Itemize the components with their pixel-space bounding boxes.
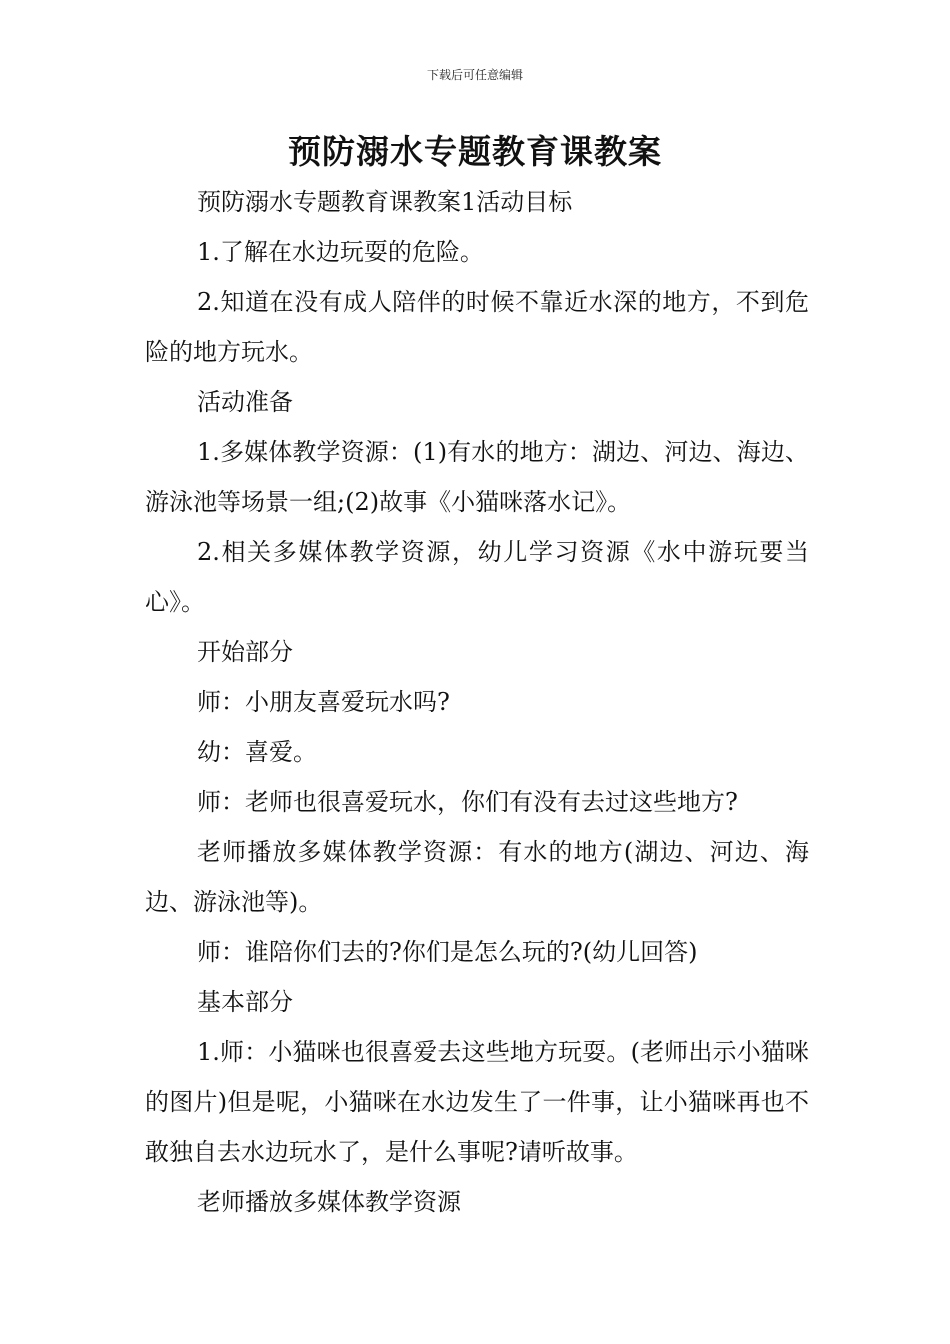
document-body bbox=[145, 177, 809, 1227]
paragraph-media-2: 老师播放多媒体教学资源 bbox=[197, 1188, 461, 1216]
dialogue-line: 师：老师也很喜爱玩水，你们有没有去过这些地方? bbox=[197, 788, 738, 816]
paragraph-goal-1: 1.了解在水边玩耍的危险。 bbox=[197, 238, 484, 266]
section-heading-basic: 基本部分 bbox=[197, 988, 293, 1016]
dialogue-line: 师：小朋友喜爱玩水吗? bbox=[197, 688, 450, 716]
paragraph-media: 老师播放多媒体教学资源：有水的地方(湖边、河边、海边、游泳池等)。 bbox=[145, 838, 809, 916]
paragraph-goal-2: 2.知道在没有成人陪伴的时候不靠近水深的地方，不到危险的地方玩水。 bbox=[145, 288, 809, 366]
document-title: 预防溺水专题教育课教案 bbox=[288, 132, 662, 171]
paragraph-intro: 预防溺水专题教育课教案1活动目标 bbox=[197, 188, 573, 216]
header-note: 下载后可任意编辑 bbox=[426, 68, 523, 82]
dialogue-line: 幼：喜爱。 bbox=[197, 738, 317, 766]
paragraph-prep-2: 2.相关多媒体教学资源，幼儿学习资源《水中游玩要当心》。 bbox=[145, 538, 809, 616]
paragraph-prep-1: 1.多媒体教学资源：(1)有水的地方：湖边、河边、海边、游泳池等场景一组;(2)故事《小猫咪落水记》。 bbox=[145, 438, 809, 516]
section-heading-start: 开始部分 bbox=[197, 638, 293, 666]
section-heading-preparation: 活动准备 bbox=[197, 388, 293, 416]
paragraph-basic-1: 1.师：小猫咪也很喜爱去这些地方玩耍。(老师出示小猫咪的图片)但是呢，小猫咪在水边发生了一件事，让小猫咪再也不敢独自去水边玩水了，是什么事呢?请听故事。 bbox=[145, 1038, 809, 1166]
dialogue-line: 师：谁陪你们去的?你们是怎么玩的?(幼儿回答) bbox=[197, 938, 698, 966]
